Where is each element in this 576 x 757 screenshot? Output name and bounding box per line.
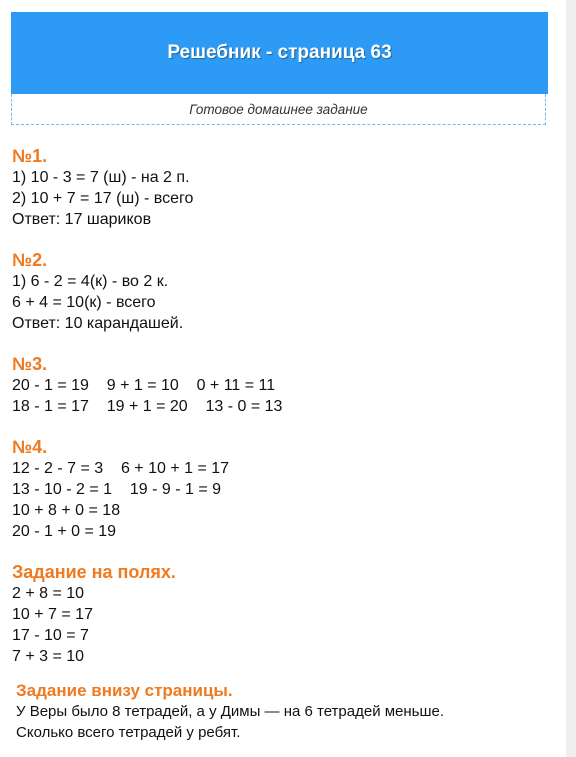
scrollbar-track[interactable]	[566, 0, 576, 757]
task-line: 2 + 8 = 10	[12, 585, 85, 602]
task-bottom-of-page	[16, 680, 556, 743]
task-1	[12, 146, 552, 230]
task-line: 6 + 4 = 10(к) - всего	[12, 294, 156, 311]
task-title: Задание внизу страницы.	[16, 681, 233, 700]
task-line: Ответ: 17 шариков	[12, 211, 152, 228]
task-line: 10 + 7 = 17	[12, 606, 93, 623]
task-2	[12, 250, 552, 334]
task-line: 2) 10 + 7 = 17 (ш) - всего	[12, 190, 194, 207]
task-title: №3.	[12, 354, 48, 374]
task-line: 12 - 2 - 7 = 3 6 + 10 + 1 = 17	[12, 460, 230, 477]
task-title: Задание на полях.	[12, 562, 176, 582]
page-subtitle-box	[11, 94, 546, 125]
task-line: 18 - 1 = 17 19 + 1 = 20 13 - 0 = 13	[12, 398, 283, 415]
task-line: 13 - 10 - 2 = 1 19 - 9 - 1 = 9	[12, 481, 222, 498]
page-subtitle: Готовое домашнее задание	[189, 101, 368, 117]
task-line: 1) 6 - 2 = 4(к) - во 2 к.	[12, 273, 169, 290]
task-line: Сколько всего тетрадей у ребят.	[16, 724, 241, 741]
task-title: №1.	[12, 146, 48, 166]
task-margin	[12, 562, 552, 667]
task-title: №2.	[12, 250, 48, 270]
task-line: 20 - 1 = 19 9 + 1 = 10 0 + 11 = 11	[12, 377, 276, 394]
solutions-content	[12, 146, 552, 687]
task-line: 7 + 3 = 10	[12, 648, 85, 665]
task-line: 1) 10 - 3 = 7 (ш) - на 2 п.	[12, 169, 190, 186]
task-line: 10 + 8 + 0 = 18	[12, 502, 121, 519]
task-line: 20 - 1 + 0 = 19	[12, 523, 117, 540]
page-title: Решебник - страница 63	[167, 42, 392, 63]
task-line: Ответ: 10 карандашей.	[12, 315, 184, 332]
task-title: №4.	[12, 437, 48, 457]
task-line: 17 - 10 = 7	[12, 627, 89, 644]
task-3	[12, 354, 552, 417]
page-header	[11, 12, 548, 94]
task-line: У Веры было 8 тетрадей, а у Димы — на 6 тетрадей меньше.	[16, 703, 445, 720]
task-4	[12, 437, 552, 542]
